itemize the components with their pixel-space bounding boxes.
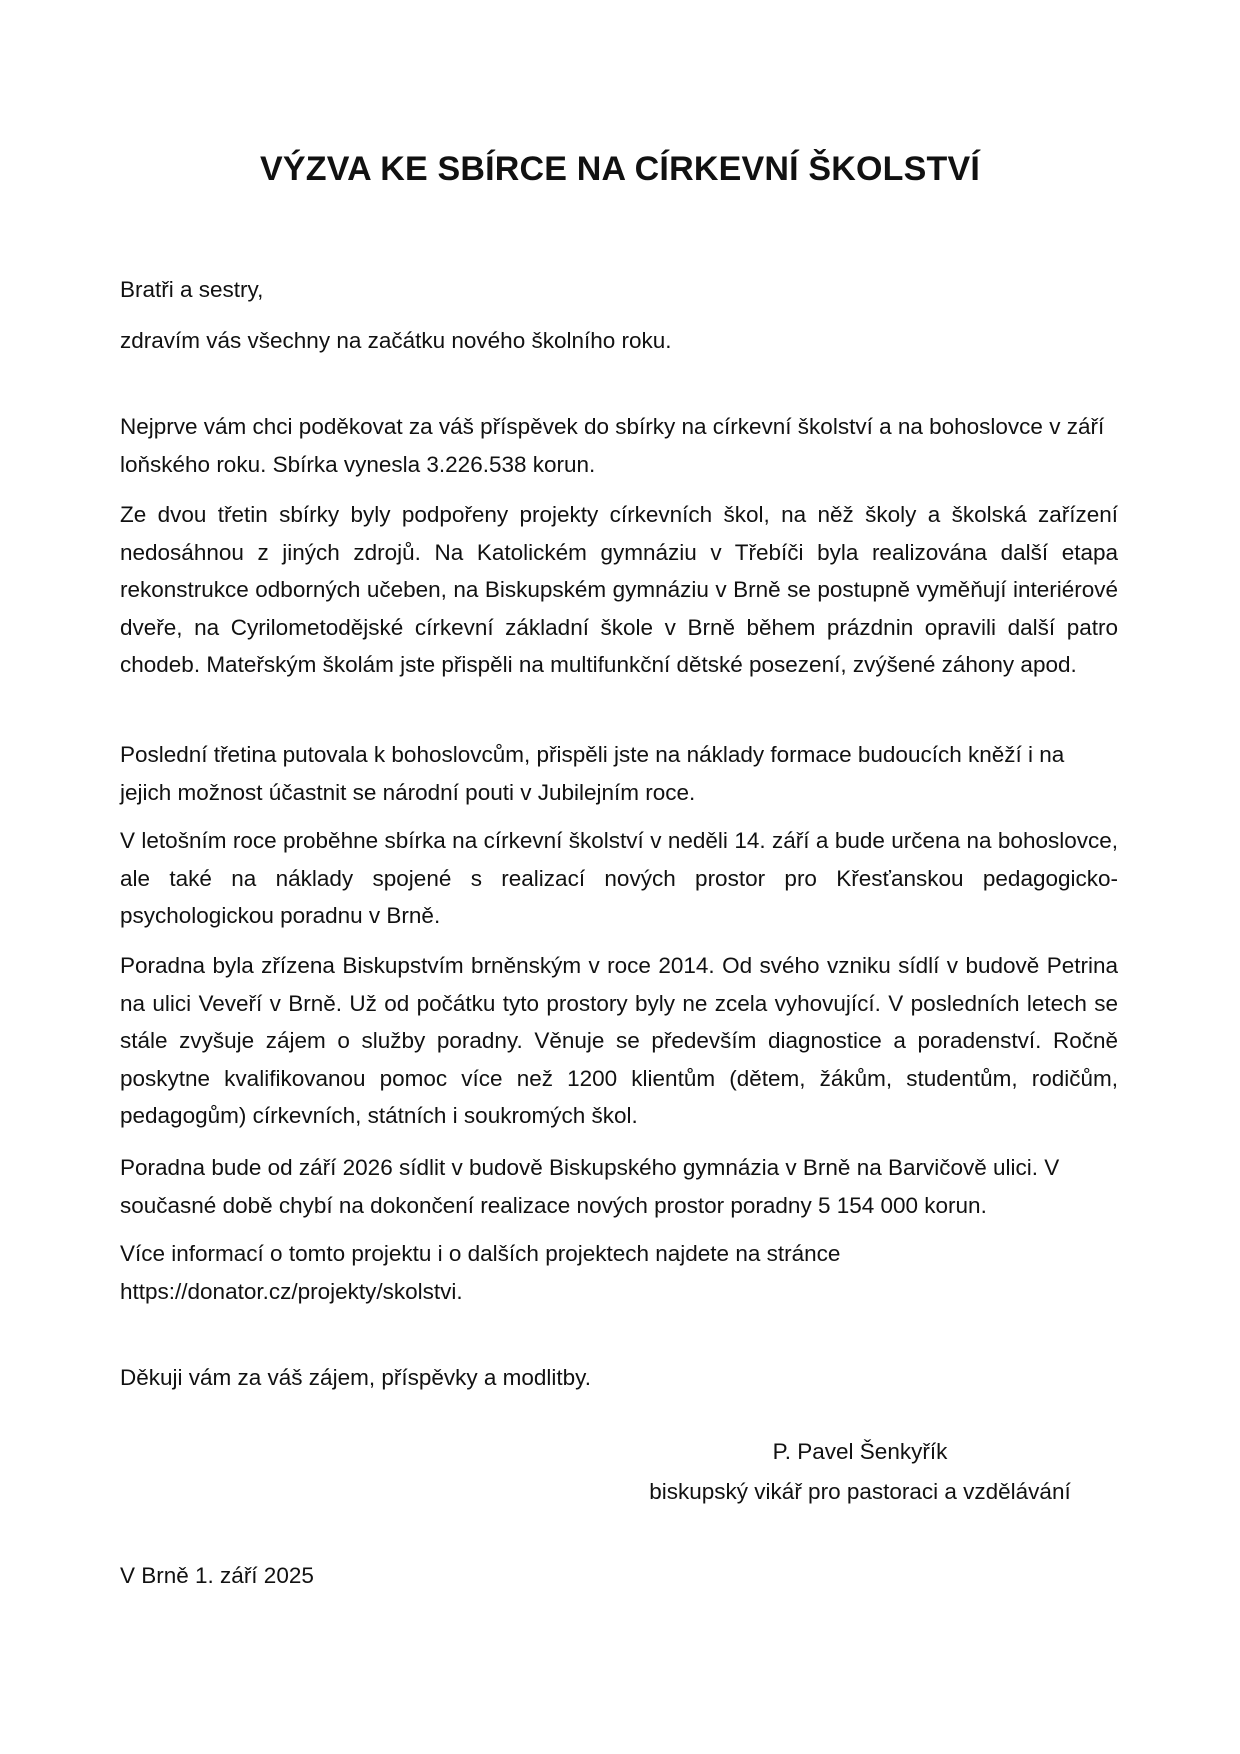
paragraph-new-premises	[120, 1149, 1118, 1224]
paragraph-this-year-collection	[120, 822, 1118, 935]
paragraph-text: Poradna byla zřízena Biskupstvím brněnským v roce 2014. Od svého vzniku sídlí v budově Petrina na ulici Veveří v Brně. Už od počátku tyto prostory byly ne zcela vyhovující. V posledních letech se stále zvyšuje zájem o služby poradny. Věnuje se především diagnostice a poradenství. Ročně poskytne kvalifikovanou pomoc více než 1200 klientům (dětem, žákům, studentům, rodičům, pedagogům) církevních, státních i soukromých škol.	[120, 953, 1118, 1128]
paragraph-text: Ze dvou třetin sbírky byly podpořeny projekty církevních škol, na něž školy a školská zařízení nedosáhnou z jiných zdrojů. Na Katolickém gymnáziu v Třebíči byla realizována další etapa rekonstrukce odborných učeben, na Biskupském gymnáziu v Brně se postupně vyměňují interiérové dveře, na Cyrilometodějské církevní základní škole v Brně během prázdnin opravili další patro chodeb. Mateřským školám jste přispěli na multifunkční dětské posezení, zvýšené záhony apod.	[120, 502, 1118, 677]
paragraph-text: V letošním roce proběhne sbírka na církevní školství v neděli 14. září a bude určena na bohoslovce, ale také na náklady spojené s realizací nových prostor pro Křesťanskou pedagogicko-psychologickou poradnu v Brně.	[120, 828, 1118, 928]
place-and-date: V Brně 1. září 2025	[120, 1563, 314, 1588]
paragraph-text: Poradna bude od září 2026 sídlit v budově Biskupského gymnázia v Brně na Barvičově ulici. V současné době chybí na dokončení realizace nových prostor poradny 5 154 000 korun.	[120, 1155, 1060, 1218]
paragraph-seminarians	[120, 736, 1118, 811]
signature-block	[620, 1432, 1100, 1512]
paragraph-text: Více informací o tomto projektu i o dalších projektech najdete na stránce https://donator.cz/projekty/skolstvi.	[120, 1241, 841, 1304]
paragraph-counseling-center	[120, 947, 1118, 1135]
greeting: Bratři a sestry,	[120, 277, 264, 302]
paragraph-school-projects	[120, 496, 1118, 684]
paragraph-text: Poslední třetina putovala k bohoslovcům, přispěli jste na náklady formace budoucích kněží i na jejich možnost účastnit se národní pouti v Jubilejním roce.	[120, 742, 1065, 805]
closing-line: Děkuji vám za váš zájem, příspěvky a modlitby.	[120, 1365, 591, 1390]
signature-role: biskupský vikář pro pastoraci a vzdělávání	[649, 1479, 1071, 1504]
paragraph-text: Nejprve vám chci poděkovat za váš příspěvek do sbírky na církevní školství a na bohoslovce v září loňského roku. Sbírka vynesla 3.226.538 korun.	[120, 414, 1105, 477]
paragraph-more-info	[120, 1235, 1118, 1310]
paragraph-thanks-last-year	[120, 408, 1118, 483]
signature-name: P. Pavel Šenkyřík	[772, 1439, 948, 1464]
document-title: VÝZVA KE SBÍRCE NA CÍRKEVNÍ ŠKOLSTVÍ	[259, 150, 981, 188]
opening-line: zdravím vás všechny na začátku nového školního roku.	[120, 328, 672, 353]
